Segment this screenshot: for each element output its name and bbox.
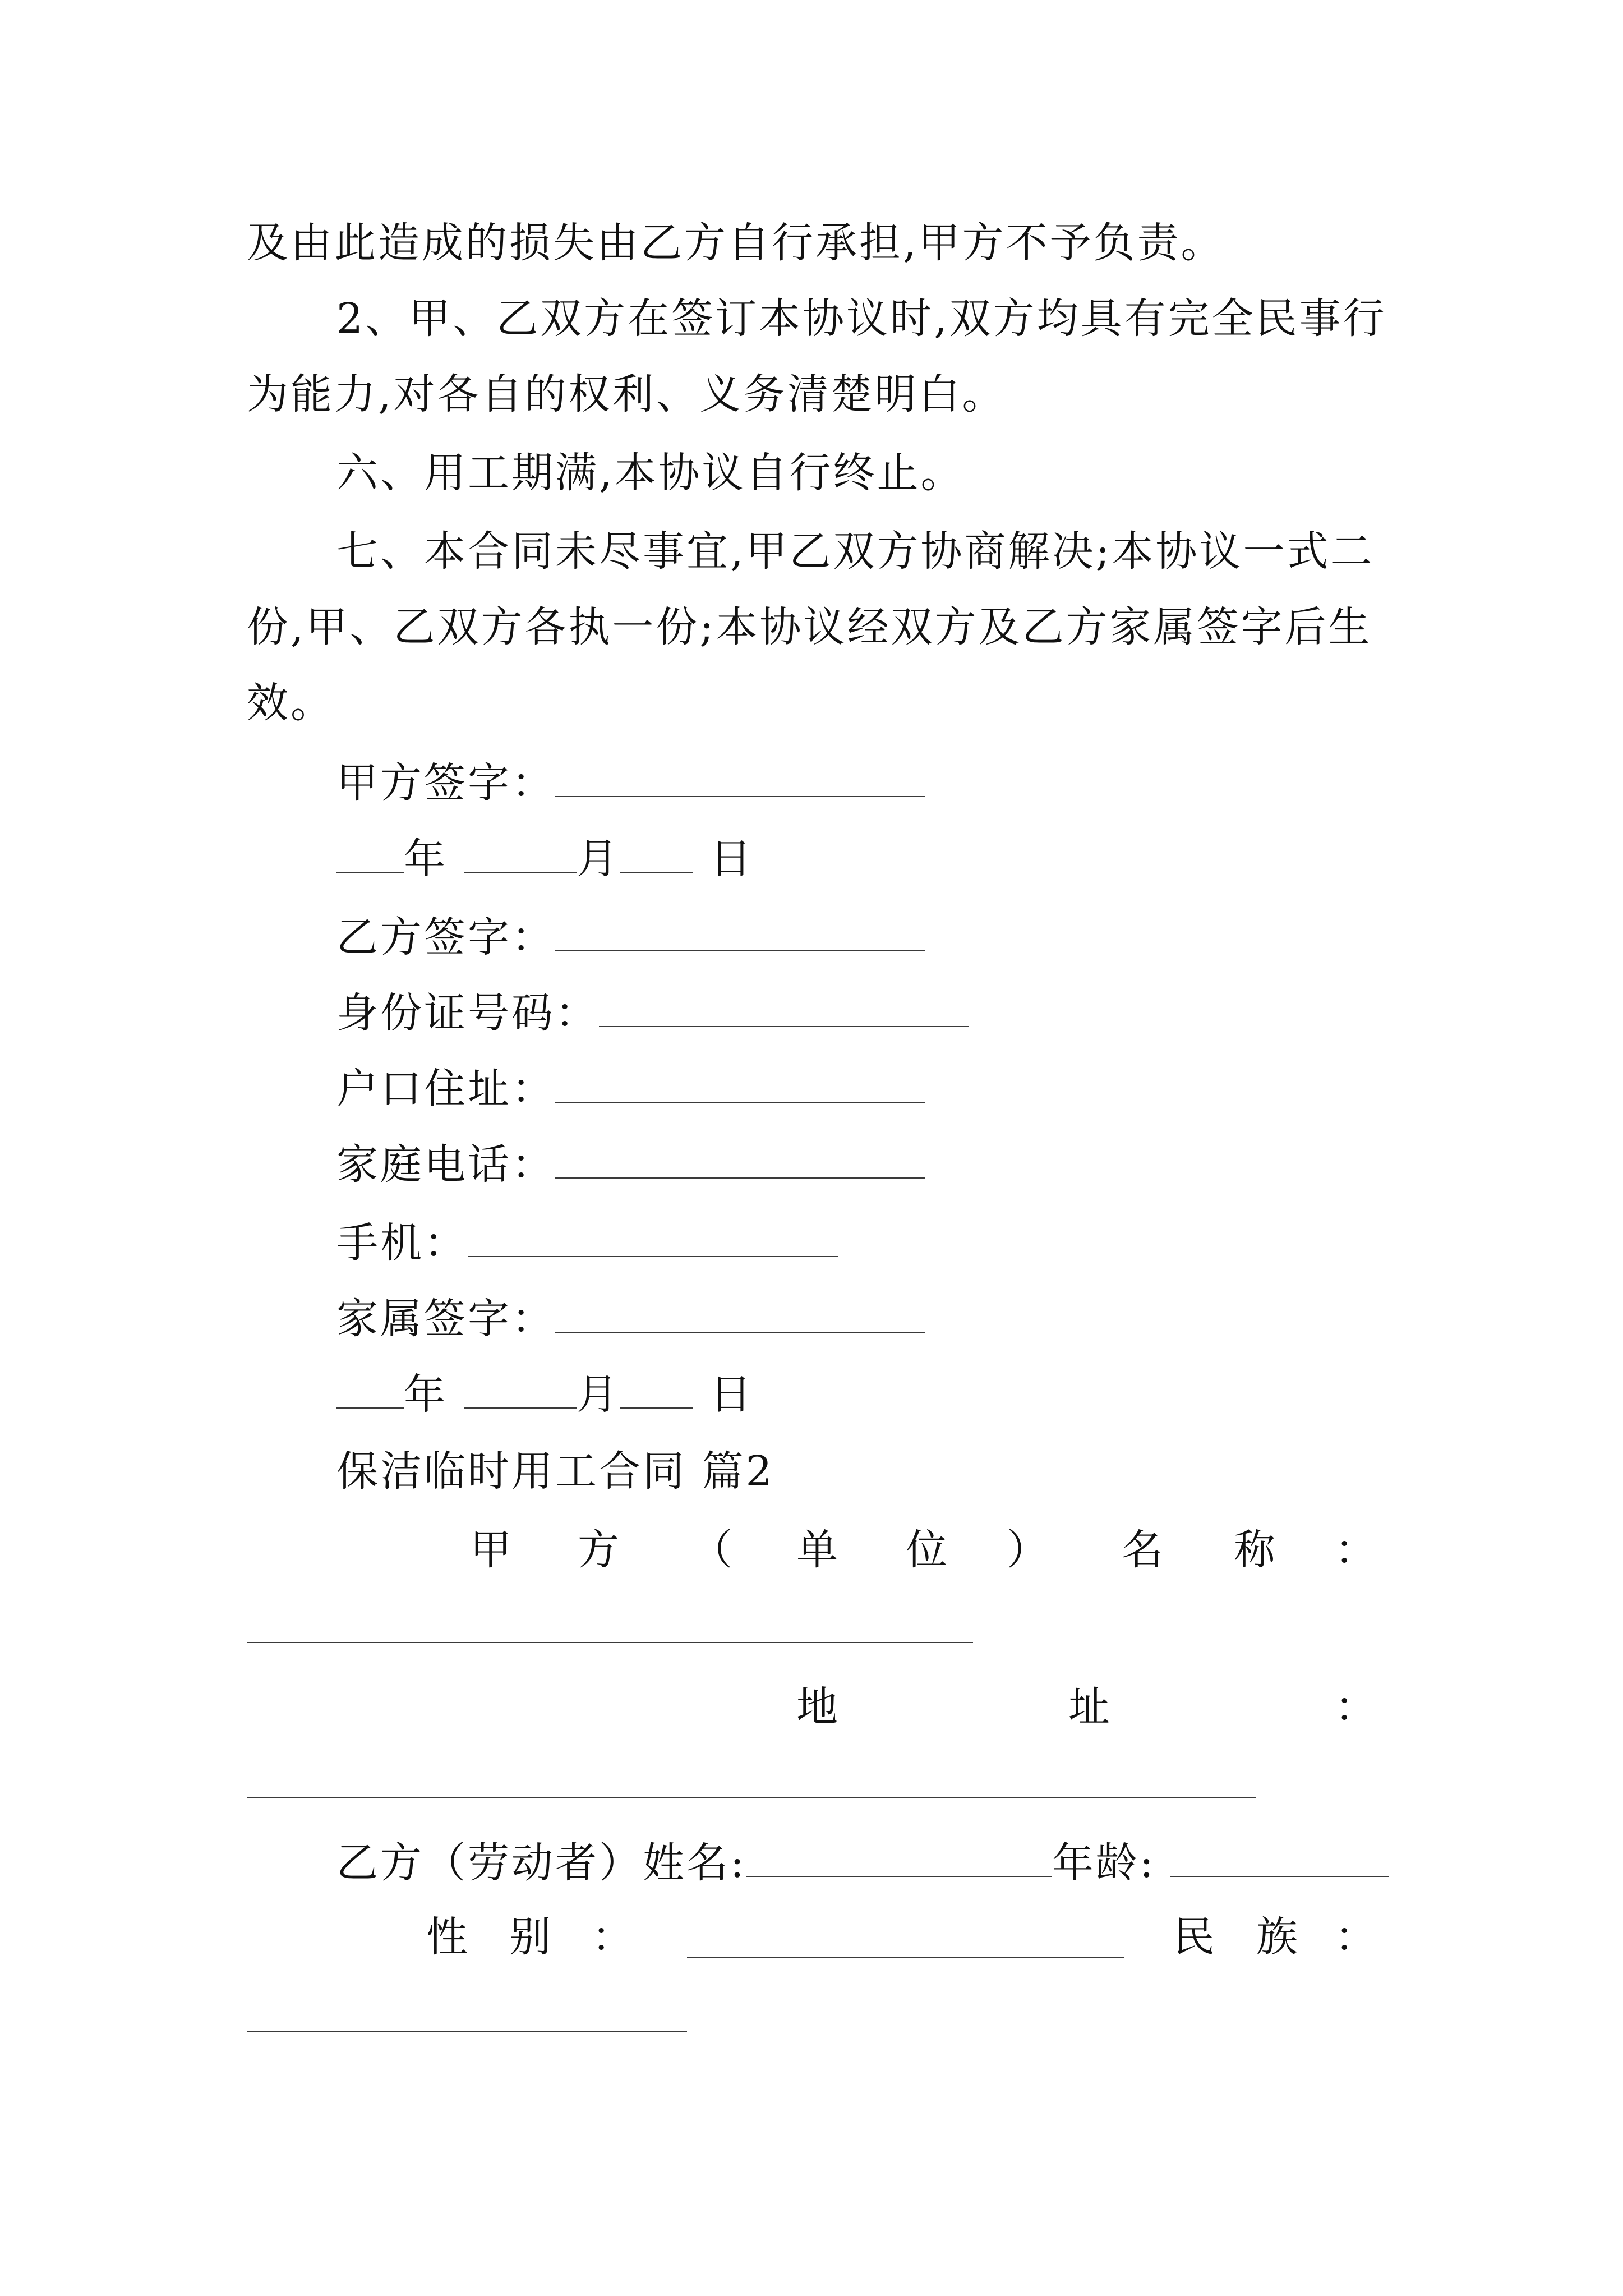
party-a-name-char: 称 (1234, 1526, 1275, 1574)
body-line: 七、本合同未尽事宜,甲乙双方协商解决;本协议一式二 (336, 527, 1375, 576)
body-line: 及由此造成的损失由乙方自行承担,甲方不予负责。 (247, 219, 1225, 267)
family-sign-blank[interactable] (555, 1290, 925, 1333)
year-blank[interactable] (336, 1366, 404, 1409)
ethnicity-char: 族 (1256, 1913, 1298, 1961)
address-char: ： (1335, 1683, 1376, 1731)
home-phone-row (336, 1136, 925, 1190)
party-a-name-char: 名 (1122, 1526, 1163, 1574)
party-a-name-char: （ (691, 1526, 732, 1574)
party-a-name-char: ） (1007, 1526, 1048, 1574)
day-blank[interactable] (620, 1366, 693, 1409)
year-label: 年 (404, 835, 448, 883)
household-address-label: 户口住址： (336, 1065, 555, 1113)
month-blank[interactable] (464, 1366, 577, 1409)
household-address-row (336, 1060, 925, 1114)
party-a-sign-label: 甲方签字： (336, 759, 555, 807)
party-b-sign-row (336, 909, 925, 963)
home-phone-label: 家庭电话： (336, 1140, 555, 1189)
family-sign-label: 家属签字： (336, 1295, 555, 1343)
gender-char: ： (592, 1913, 633, 1961)
age-label: 年龄: (1052, 1839, 1156, 1887)
month-blank[interactable] (464, 830, 577, 873)
party-b-name-label: 乙方（劳动者）姓名: (336, 1839, 746, 1887)
gender-char: 别 (509, 1913, 551, 1961)
party-a-name-char: 方 (578, 1526, 619, 1574)
year-blank[interactable] (336, 830, 404, 873)
date-row-a (336, 830, 754, 884)
month-label: 月 (577, 1370, 620, 1419)
body-line: 2、甲、乙双方在签订本协议时,双方均具有完全民事行 (336, 295, 1387, 343)
party-b-sign-blank[interactable] (555, 909, 925, 951)
party-a-sign-blank[interactable] (555, 754, 925, 797)
mobile-row (336, 1214, 838, 1268)
party-b-name-blank[interactable] (746, 1834, 1052, 1877)
year-label: 年 (404, 1370, 448, 1419)
body-line: 六、用工期满,本协议自行终止。 (336, 449, 965, 497)
mobile-label: 手机： (336, 1219, 468, 1267)
home-phone-blank[interactable] (555, 1136, 925, 1179)
address-char: 址 (1068, 1683, 1110, 1731)
section-heading: 保洁临时用工合同 篇2 (336, 1447, 774, 1496)
party-a-name-char: 甲 (470, 1526, 511, 1574)
party-b-sign-label: 乙方签字： (336, 913, 555, 961)
party-a-name-char: ： (1335, 1526, 1376, 1574)
ethnicity-char: ： (1335, 1913, 1376, 1961)
address-blank[interactable] (247, 1797, 1256, 1798)
household-address-blank[interactable] (555, 1060, 925, 1103)
id-number-blank[interactable] (599, 984, 969, 1027)
body-line: 为能力,对各自的权利、义务清楚明白。 (247, 370, 1006, 418)
party-a-name-char: 单 (796, 1526, 838, 1574)
party-a-name-char: 位 (906, 1526, 947, 1574)
party-b-name-row (336, 1834, 1389, 1888)
day-label: 日 (710, 835, 754, 883)
day-blank[interactable] (620, 830, 693, 873)
ethnicity-char: 民 (1173, 1913, 1215, 1961)
body-line: 份,甲、乙双方各执一份;本协议经双方及乙方家属签字后生 (247, 603, 1372, 651)
party-a-sign-row (336, 754, 925, 808)
address-char: 地 (796, 1683, 838, 1731)
party-a-name-blank[interactable] (247, 1642, 973, 1643)
month-label: 月 (577, 835, 620, 883)
mobile-blank[interactable] (468, 1214, 838, 1257)
id-number-row (336, 984, 969, 1038)
gender-blank[interactable] (687, 1957, 1124, 1958)
ethnicity-blank[interactable] (247, 2031, 687, 2032)
day-label: 日 (710, 1370, 754, 1419)
age-blank[interactable] (1170, 1834, 1389, 1877)
id-number-label: 身份证号码： (336, 989, 599, 1037)
family-sign-row (336, 1290, 925, 1344)
body-line: 效。 (247, 679, 334, 727)
gender-char: 性 (426, 1913, 468, 1961)
date-row-b (336, 1366, 754, 1420)
